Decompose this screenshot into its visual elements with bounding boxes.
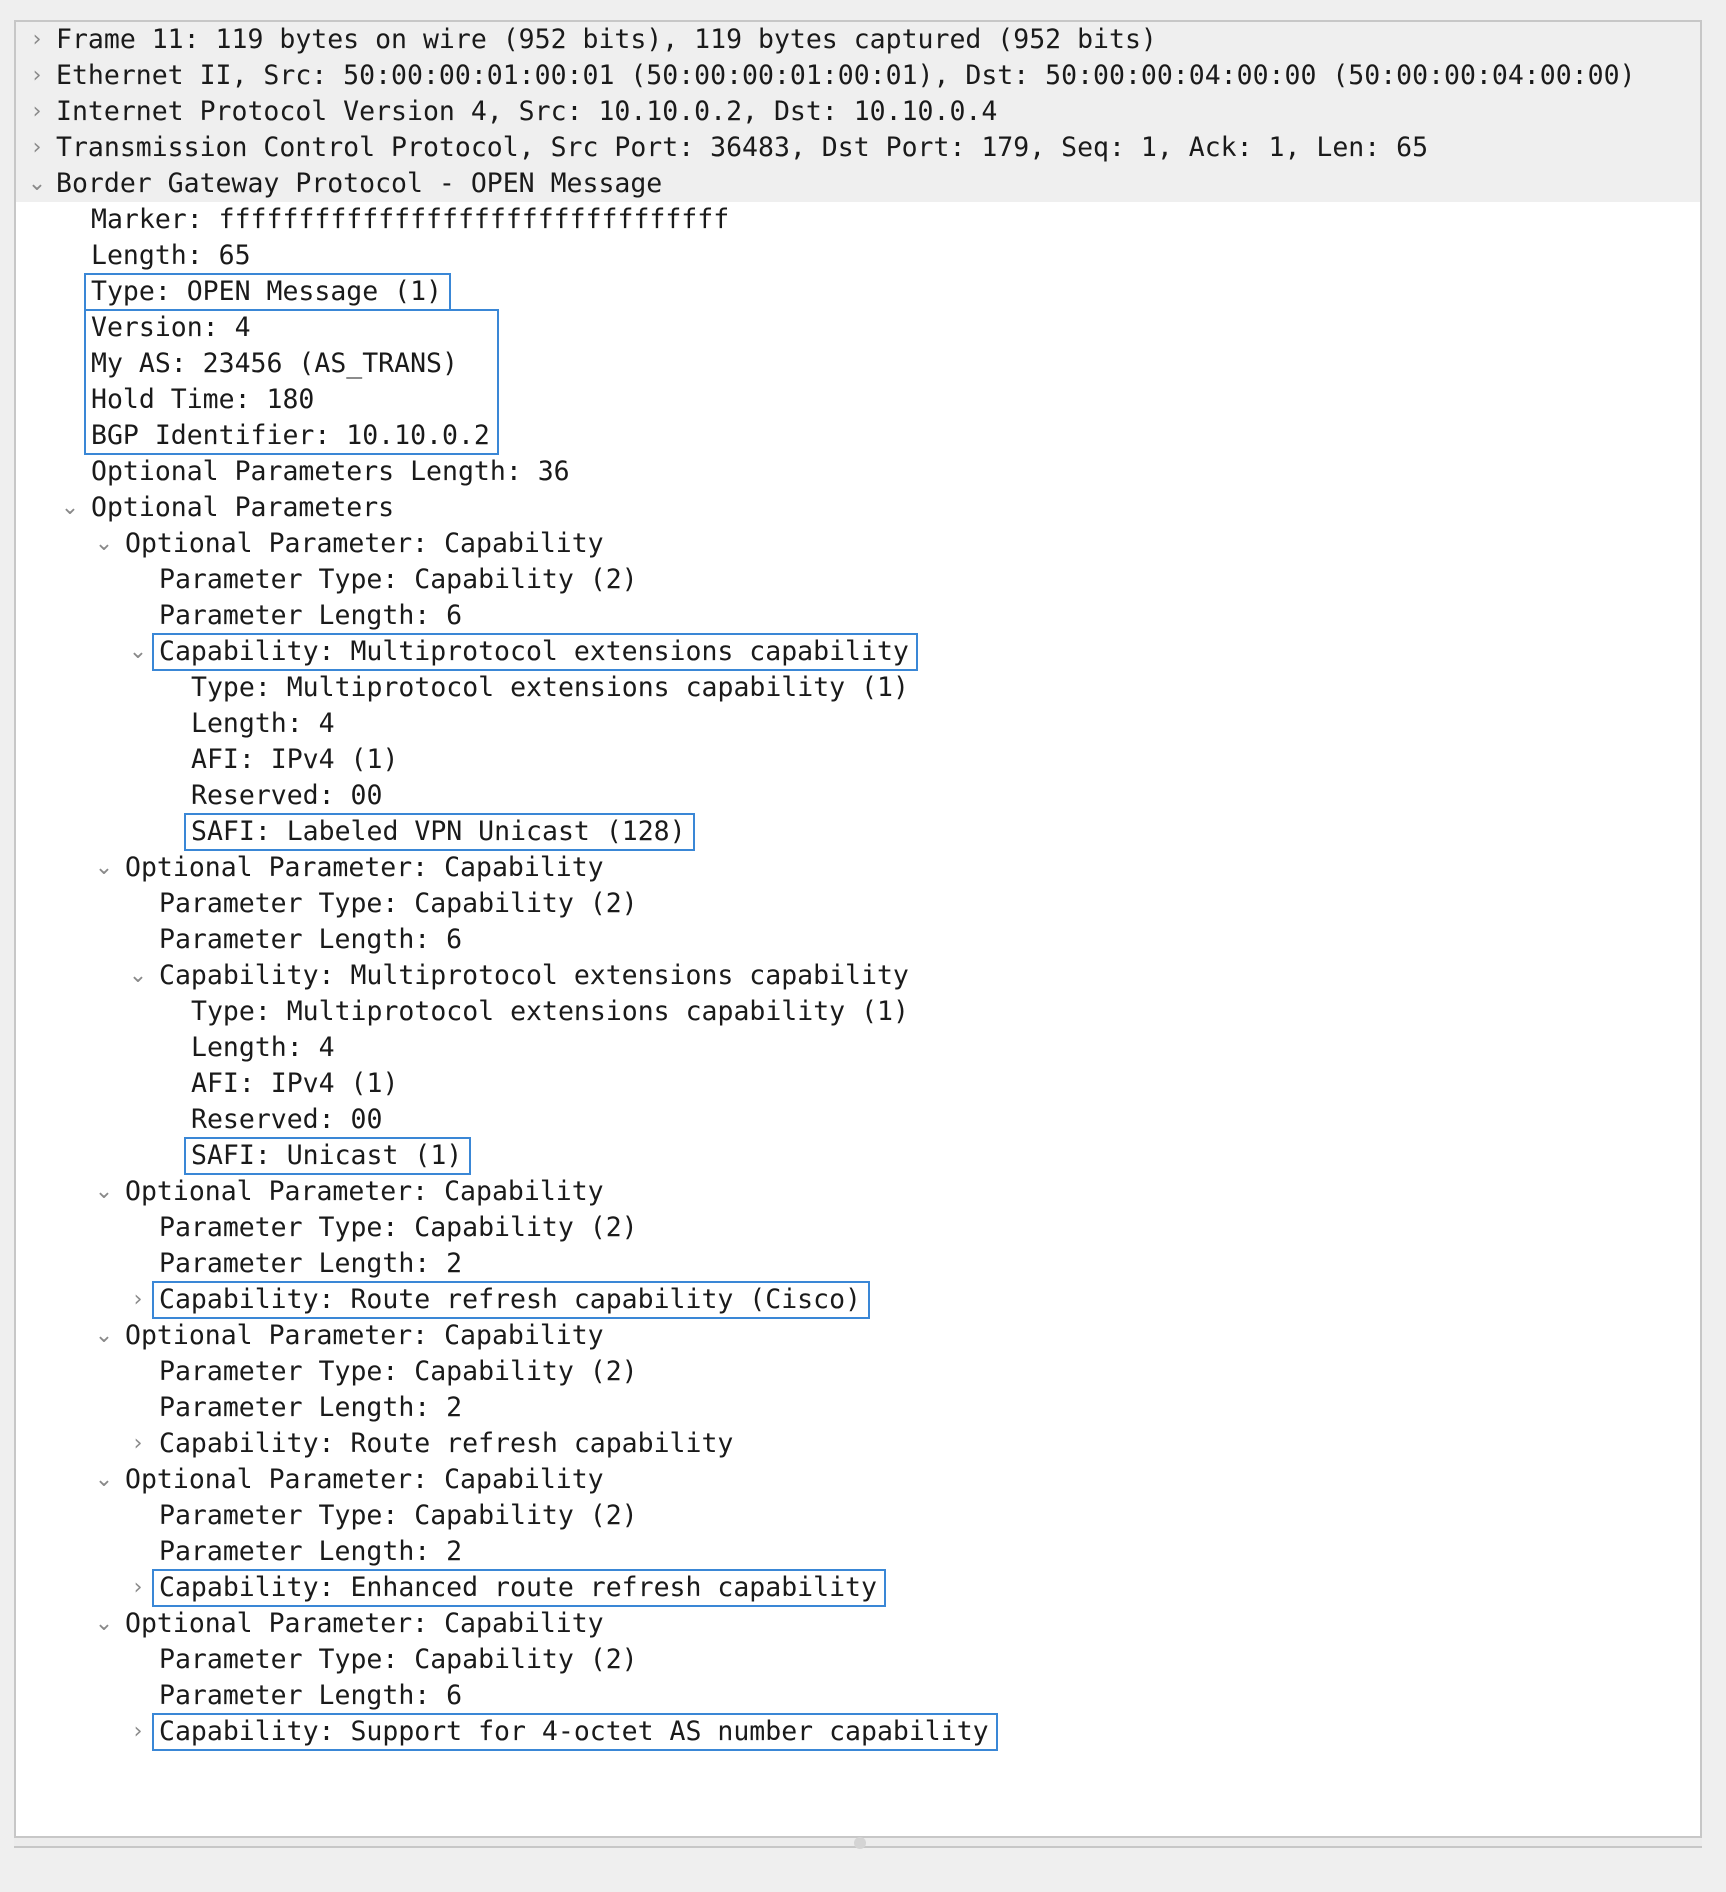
tree-row-label: Length: 4	[191, 1032, 335, 1063]
tree-row[interactable]	[16, 1678, 1700, 1714]
tree-row-label: Optional Parameter: Capability	[125, 1176, 604, 1207]
tree-row[interactable]	[16, 1066, 1700, 1102]
tree-row-label: Parameter Type: Capability (2)	[159, 1644, 638, 1675]
collapse-chevron-icon[interactable]: ⌄	[94, 1611, 114, 1636]
tree-row-label: Version: 4	[91, 312, 251, 343]
tree-row[interactable]	[16, 742, 1700, 778]
tree-row[interactable]	[16, 526, 1700, 562]
tree-row[interactable]	[16, 1426, 1700, 1462]
tree-row[interactable]	[16, 958, 1700, 994]
highlight-box	[152, 1713, 998, 1751]
tree-row-label: Parameter Length: 2	[159, 1392, 463, 1423]
splitter-grip-icon[interactable]	[854, 1837, 866, 1849]
highlight-box	[152, 1569, 886, 1607]
tree-row-label: BGP Identifier: 10.10.0.2	[91, 420, 490, 451]
tree-row-label: SAFI: Labeled VPN Unicast (128)	[191, 816, 686, 847]
tree-row-label: Parameter Type: Capability (2)	[159, 1212, 638, 1243]
collapse-chevron-icon[interactable]: ⌄	[94, 1467, 114, 1492]
highlight-box	[184, 813, 695, 851]
tree-row-label: Optional Parameter: Capability	[125, 528, 604, 559]
tree-row[interactable]	[16, 670, 1700, 706]
collapse-chevron-icon[interactable]: ⌄	[27, 171, 47, 196]
tree-row[interactable]	[16, 1606, 1700, 1642]
highlight-box	[84, 273, 451, 311]
tree-row-label: Optional Parameter: Capability	[125, 852, 604, 883]
tree-row[interactable]	[16, 1642, 1700, 1678]
tree-row[interactable]	[16, 1246, 1700, 1282]
tree-row[interactable]	[16, 1318, 1700, 1354]
tree-row-label: Frame 11: 119 bytes on wire (952 bits), 119 bytes captured (952 bits)	[56, 24, 1157, 55]
tree-row[interactable]	[16, 1102, 1700, 1138]
collapse-chevron-icon[interactable]: ⌄	[128, 963, 148, 988]
tree-row-label: Capability: Multiprotocol extensions capability	[159, 960, 909, 991]
tree-row[interactable]	[16, 1354, 1700, 1390]
expand-chevron-icon[interactable]: ›	[32, 135, 42, 160]
expand-chevron-icon[interactable]: ›	[32, 27, 42, 52]
tree-row-label: Optional Parameter: Capability	[125, 1608, 604, 1639]
tree-row[interactable]	[16, 922, 1700, 958]
tree-row-label: Marker: ffffffffffffffffffffffffffffffff	[91, 204, 730, 235]
highlight-box	[152, 1281, 870, 1319]
tree-row-label: Capability: Multiprotocol extensions capability	[159, 636, 909, 667]
tree-row-label: Length: 4	[191, 708, 335, 739]
tree-row-label: Capability: Enhanced route refresh capability	[159, 1572, 877, 1603]
highlight-box	[84, 309, 499, 455]
collapse-chevron-icon[interactable]: ⌄	[94, 1179, 114, 1204]
tree-row-label: Optional Parameters Length: 36	[91, 456, 570, 487]
collapse-chevron-icon[interactable]: ⌄	[94, 531, 114, 556]
tree-row-label: Capability: Route refresh capability (Cisco)	[159, 1284, 861, 1315]
tree-row-label: Reserved: 00	[191, 780, 383, 811]
tree-row-label: Border Gateway Protocol - OPEN Message	[56, 168, 663, 199]
tree-row-label: Ethernet II, Src: 50:00:00:01:00:01 (50:00:00:01:00:01), Dst: 50:00:00:04:00:00 (50:00:00:04:00:00)	[56, 60, 1636, 91]
tree-row[interactable]	[16, 238, 1700, 274]
collapse-chevron-icon[interactable]: ⌄	[94, 855, 114, 880]
tree-row[interactable]	[16, 1210, 1700, 1246]
tree-row-label: Parameter Length: 6	[159, 1680, 463, 1711]
tree-row[interactable]	[16, 1174, 1700, 1210]
expand-chevron-icon[interactable]: ›	[32, 63, 42, 88]
tree-row[interactable]	[16, 1498, 1700, 1534]
tree-row[interactable]	[16, 130, 1700, 166]
tree-row-label: Type: Multiprotocol extensions capability (1)	[191, 672, 909, 703]
tree-row-label: Length: 65	[91, 240, 251, 271]
tree-row[interactable]	[16, 166, 1700, 202]
tree-row-label: Optional Parameter: Capability	[125, 1320, 604, 1351]
expand-chevron-icon[interactable]: ›	[133, 1287, 143, 1312]
tree-row[interactable]	[16, 850, 1700, 886]
tree-row-label: Parameter Length: 6	[159, 600, 463, 631]
expand-chevron-icon[interactable]: ›	[133, 1431, 143, 1456]
tree-row-label: Capability: Support for 4-octet AS number capability	[159, 1716, 989, 1747]
tree-row-label: SAFI: Unicast (1)	[191, 1140, 463, 1171]
tree-row[interactable]	[16, 886, 1700, 922]
tree-row[interactable]	[16, 58, 1700, 94]
tree-row-label: Parameter Type: Capability (2)	[159, 564, 638, 595]
tree-row-label: My AS: 23456 (AS_TRANS)	[91, 348, 458, 379]
tree-row[interactable]	[16, 598, 1700, 634]
tree-row[interactable]	[16, 562, 1700, 598]
tree-row-label: Type: OPEN Message (1)	[91, 276, 442, 307]
tree-row-label: Parameter Length: 2	[159, 1536, 463, 1567]
tree-row[interactable]	[16, 1534, 1700, 1570]
tree-row[interactable]	[16, 706, 1700, 742]
collapse-chevron-icon[interactable]: ⌄	[128, 639, 148, 664]
tree-row[interactable]	[16, 1030, 1700, 1066]
tree-row[interactable]	[16, 778, 1700, 814]
tree-row-label: Parameter Length: 6	[159, 924, 463, 955]
expand-chevron-icon[interactable]: ›	[32, 99, 42, 124]
tree-row[interactable]	[16, 454, 1700, 490]
highlight-box	[152, 633, 918, 671]
tree-row-label: Transmission Control Protocol, Src Port: 36483, Dst Port: 179, Seq: 1, Ack: 1, Len: 65	[56, 132, 1429, 163]
tree-row-label: Reserved: 00	[191, 1104, 383, 1135]
tree-row-label: Parameter Type: Capability (2)	[159, 888, 638, 919]
tree-row-label: Capability: Route refresh capability	[159, 1428, 734, 1459]
tree-row-label: AFI: IPv4 (1)	[191, 1068, 399, 1099]
tree-row[interactable]	[16, 94, 1700, 130]
expand-chevron-icon[interactable]: ›	[133, 1719, 143, 1744]
tree-row-label: Parameter Type: Capability (2)	[159, 1500, 638, 1531]
tree-row-label: Type: Multiprotocol extensions capability (1)	[191, 996, 909, 1027]
tree-row[interactable]	[16, 22, 1700, 58]
tree-row-label: Optional Parameter: Capability	[125, 1464, 604, 1495]
expand-chevron-icon[interactable]: ›	[133, 1575, 143, 1600]
tree-row[interactable]	[16, 994, 1700, 1030]
tree-row-label: Hold Time: 180	[91, 384, 315, 415]
tree-row-label: Parameter Length: 2	[159, 1248, 463, 1279]
collapse-chevron-icon[interactable]: ⌄	[60, 495, 80, 520]
packet-details-tree	[14, 20, 1702, 1842]
tree-row-label: Internet Protocol Version 4, Src: 10.10.0.2, Dst: 10.10.0.4	[56, 96, 998, 127]
tree-row-label: AFI: IPv4 (1)	[191, 744, 399, 775]
tree-row[interactable]	[16, 1462, 1700, 1498]
highlight-box	[184, 1137, 471, 1175]
tree-row-label: Parameter Type: Capability (2)	[159, 1356, 638, 1387]
tree-row[interactable]	[16, 202, 1700, 238]
tree-row[interactable]	[16, 1390, 1700, 1426]
tree-row-label: Optional Parameters	[91, 492, 395, 523]
tree-row[interactable]	[16, 490, 1700, 526]
collapse-chevron-icon[interactable]: ⌄	[94, 1323, 114, 1348]
